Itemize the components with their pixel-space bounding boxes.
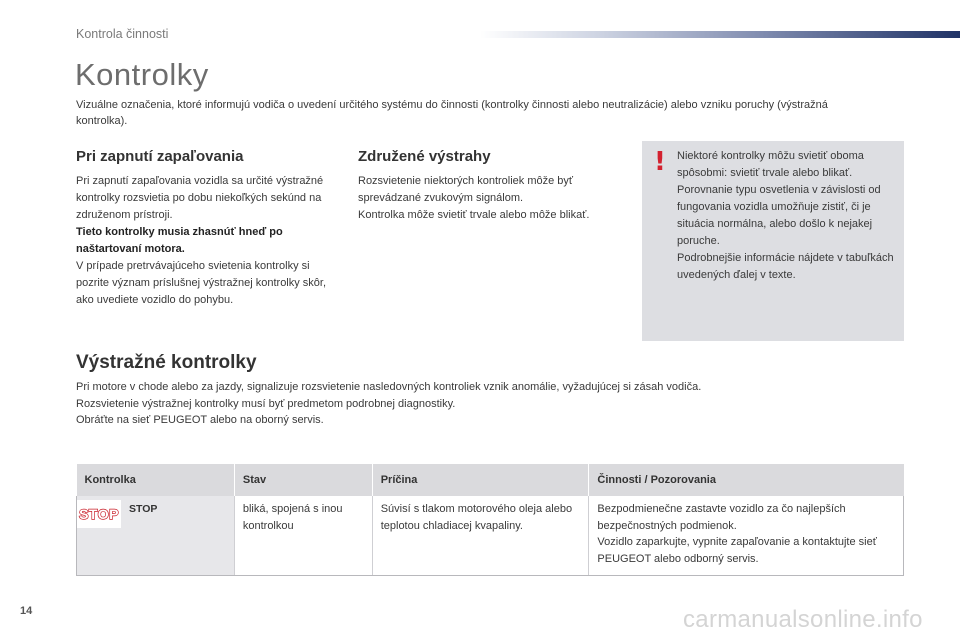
note-text-1: Niektoré kontrolky môžu svietiť oboma spôsobmi: svietiť trvale alebo blikať. — [677, 150, 864, 179]
combined-text-1: Rozsvietenie niektorých kontroliek môže byť sprevádzané zvukovým signálom. — [358, 175, 574, 204]
stop-icon-text: STOP — [79, 505, 119, 522]
ignition-text — [76, 173, 344, 309]
intro-text: Vizuálne označenia, ktoré informujú vodiča o uvedení určitého systému do činnosti (kontrolky činnosti alebo neutralizácie) alebo vzniku poruchy (výstražná kontrolka). — [76, 99, 828, 127]
ignition-section — [76, 148, 344, 309]
column-header-lamp: Kontrolka — [77, 464, 235, 496]
header-gradient-bar — [480, 31, 960, 38]
section-header: Kontrola činnosti — [76, 27, 169, 41]
warnings-line-2: Rozsvietenie výstražnej kontrolky musí byť predmetom podrobnej diagnostiky. — [76, 397, 456, 410]
exclamation-icon: ! — [654, 147, 666, 177]
warning-lamps-table — [76, 464, 904, 576]
table-header-row — [77, 464, 904, 496]
combined-heading: Združené výstrahy — [358, 148, 491, 165]
note-box — [642, 141, 904, 341]
combined-section — [358, 148, 628, 224]
note-text — [677, 148, 899, 284]
column-header-actions: Činnosti / Pozorovania — [589, 464, 904, 496]
action-text-2: Vozidlo zaparkujte, vypnite zapaľovanie a kontaktujte sieť PEUGEOT alebo odborný servis. — [597, 536, 877, 565]
ignition-bold-text: Tieto kontrolky musia zhasnúť hneď po naštartovaní motora. — [76, 226, 283, 255]
note-text-3: Podrobnejšie informácie nájdete v tabuľkách uvedených ďalej v texte. — [677, 252, 894, 281]
action-text-1: Bezpodmienečne zastavte vozidlo za čo najlepších bezpečnostných podmienok. — [597, 503, 846, 532]
page-title: Kontrolky — [75, 57, 209, 92]
combined-text-2: Kontrolka môže svietiť trvale alebo môže blikať. — [358, 209, 590, 221]
watermark: carmanualsonline.info — [683, 606, 923, 633]
cause-cell: Súvisí s tlakom motorového oleja alebo teplotou chladiacej kvapaliny. — [372, 496, 589, 576]
stop-warning-icon — [77, 500, 121, 528]
lamp-cell — [77, 496, 235, 576]
warnings-line-3: Obráťte na sieť PEUGEOT alebo na oborný servis. — [76, 414, 324, 426]
column-header-state: Stav — [234, 464, 372, 496]
ignition-text-2: V prípade pretrvávajúceho svietenia kontrolky si pozrite význam príslušnej výstražnej kontrolky skôr, ako uvediete vozidlo do pohybu. — [76, 260, 327, 306]
warnings-heading: Výstražné kontrolky — [76, 352, 257, 373]
table-row — [77, 496, 904, 576]
combined-text — [358, 173, 628, 224]
page-number: 14 — [20, 605, 33, 617]
warnings-intro — [76, 379, 896, 429]
state-cell: bliká, spojená s inou kontrolkou — [234, 496, 372, 576]
warnings-line-1: Pri motore v chode alebo za jazdy, signalizuje rozsvietenie nasledovných kontroliek vznik anomálie, vyžadujúcej si zásah vodiča. — [76, 381, 702, 393]
ignition-heading: Pri zapnutí zapaľovania — [76, 148, 244, 165]
note-text-2: Porovnanie typu osvetlenia v závislosti od fungovania vozidla umožňuje zistiť, či je situácia normálna, alebo došlo k nejakej poruche. — [677, 184, 881, 247]
column-header-cause: Príčina — [372, 464, 589, 496]
actions-cell — [589, 496, 904, 576]
ignition-text-1: Pri zapnutí zapaľovania vozidla sa určité výstražné kontrolky rozsvietia po dobu niekoľkých sekúnd na združenom prístroji. — [76, 175, 324, 221]
lamp-name: STOP — [129, 503, 158, 515]
